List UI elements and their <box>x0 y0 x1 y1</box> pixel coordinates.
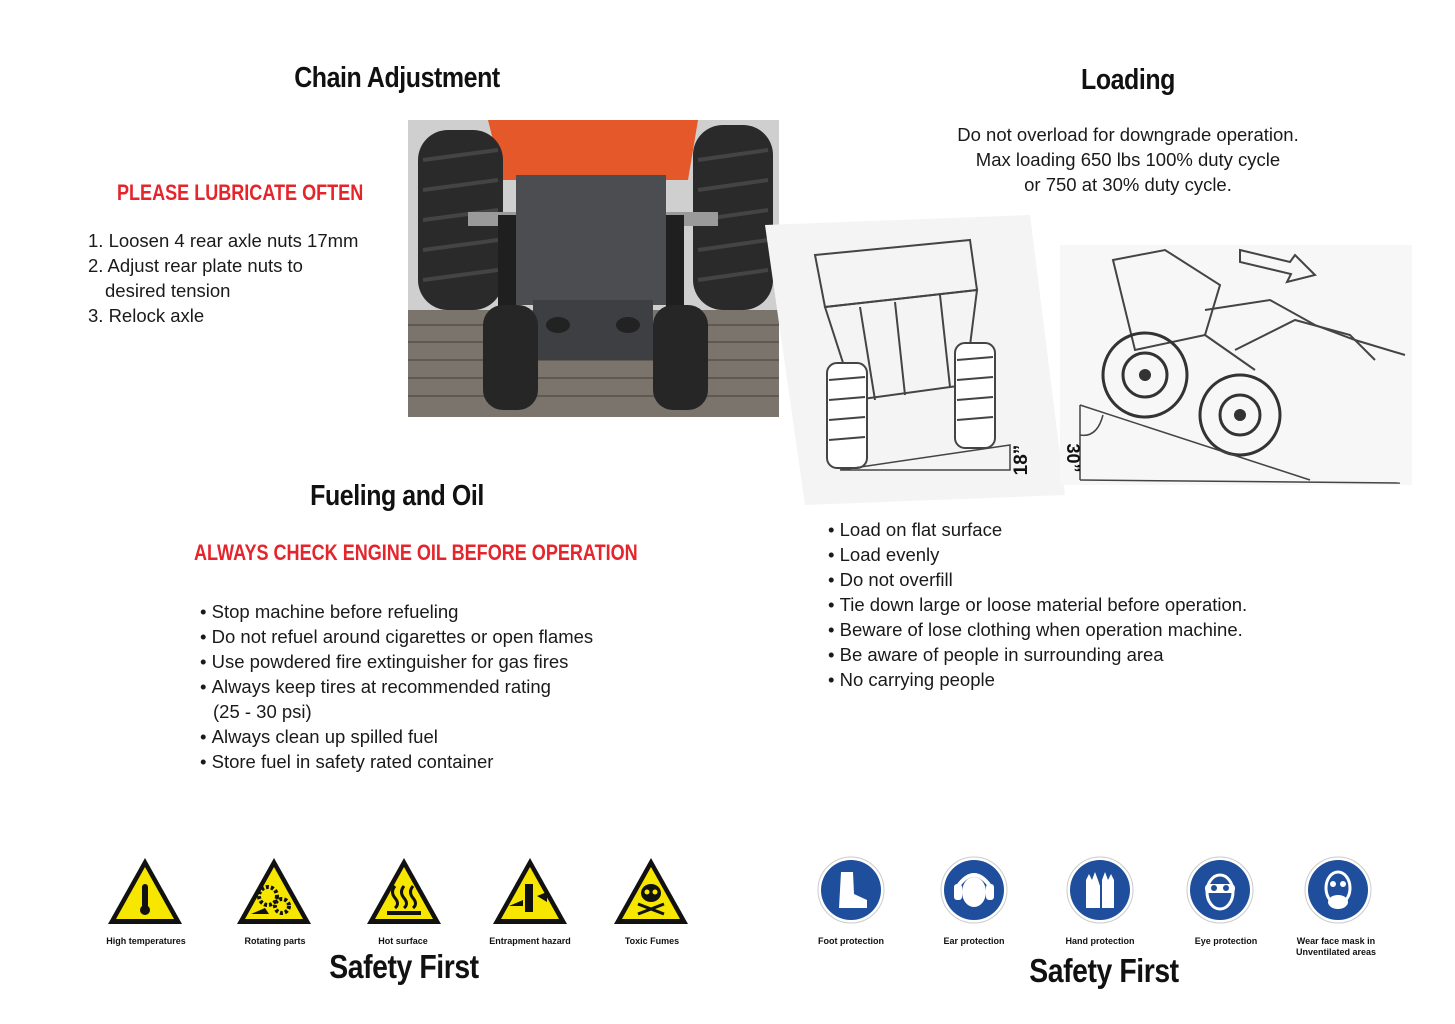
gears-icon <box>235 856 313 926</box>
angle-30-label: 30” <box>1063 443 1083 473</box>
loading-intro-line: Do not overload for downgrade operation. <box>957 124 1299 145</box>
loading-item: • Load evenly <box>828 542 1247 567</box>
goggles-icon <box>1186 856 1254 924</box>
fuel-item: • Always clean up spilled fuel <box>200 724 593 749</box>
loading-list <box>828 517 1247 692</box>
chain-photo <box>408 120 779 417</box>
loading-intro <box>878 122 1378 197</box>
loading-item: • Tie down large or loose material before operation. <box>828 592 1247 617</box>
side-view-diagram <box>1055 240 1415 490</box>
lubricate-warning: PLEASE LUBRICATE OFTEN <box>117 180 364 205</box>
chain-step: desired tension <box>105 280 231 301</box>
thermometer-icon <box>106 856 184 926</box>
loading-item: • Beware of lose clothing when operation machine. <box>828 617 1247 642</box>
fuel-item: • Do not refuel around cigarettes or open flames <box>200 624 593 649</box>
fueling-list <box>200 599 593 774</box>
entrapment-icon <box>491 856 569 926</box>
skull-icon <box>612 856 690 926</box>
loading-title: Loading <box>1081 64 1175 96</box>
sign-label-ear-protection: Ear protection <box>943 936 1005 946</box>
fuel-item: • Store fuel in safety rated container <box>200 749 593 774</box>
sign-label-entrapment-hazard: Entrapment hazard <box>489 936 571 946</box>
sign-label-eye-protection: Eye protection <box>1194 936 1258 946</box>
chain-step: 3. Relock axle <box>88 305 205 326</box>
sign-label-face-mask: Wear face mask in Unventilated areas <box>1295 936 1377 957</box>
chain-steps-list <box>88 228 358 328</box>
loading-item: • Be aware of people in surrounding area <box>828 642 1247 667</box>
engine-oil-warning: ALWAYS CHECK ENGINE OIL BEFORE OPERATION <box>194 540 638 565</box>
sign-label-foot-protection: Foot protection <box>818 936 884 946</box>
fueling-oil-title: Fueling and Oil <box>310 480 484 512</box>
fuel-item: (25 - 30 psi) <box>213 701 312 722</box>
fuel-item: • Always keep tires at recommended rating <box>200 674 593 699</box>
loading-item: • No carrying people <box>828 667 1247 692</box>
angle-18-label: 18” <box>1011 444 1032 476</box>
fuel-item: • Use powdered fire extinguisher for gas fires <box>200 649 593 674</box>
sign-label-rotating-parts: Rotating parts <box>244 936 306 946</box>
sign-label-high-temperatures: High temperatures <box>106 936 186 946</box>
front-view-diagram <box>765 215 1065 505</box>
chain-adjustment-title: Chain Adjustment <box>294 62 500 94</box>
fuel-item: • Stop machine before refueling <box>200 599 593 624</box>
loading-item: • Load on flat surface <box>828 517 1247 542</box>
loading-intro-line: Max loading 650 lbs 100% duty cycle <box>975 149 1281 170</box>
sign-label-hot-surface: Hot surface <box>378 936 428 946</box>
loading-item: • Do not overfill <box>828 567 1247 592</box>
ear-muffs-icon <box>940 856 1008 924</box>
face-mask-icon <box>1304 856 1372 924</box>
chain-step: 2. Adjust rear plate nuts to <box>88 255 303 276</box>
hot-surface-icon <box>365 856 443 926</box>
sign-label-hand-protection: Hand protection <box>1065 936 1135 946</box>
boot-icon <box>817 856 885 924</box>
loading-intro-line: or 750 at 30% duty cycle. <box>1024 174 1232 195</box>
safety-first-title-left: Safety First <box>329 948 479 985</box>
gloves-icon <box>1066 856 1134 924</box>
sign-label-toxic-fumes: Toxic Fumes <box>624 936 680 946</box>
safety-first-title-right: Safety First <box>1029 952 1179 989</box>
chain-step: 1. Loosen 4 rear axle nuts 17mm <box>88 230 359 251</box>
